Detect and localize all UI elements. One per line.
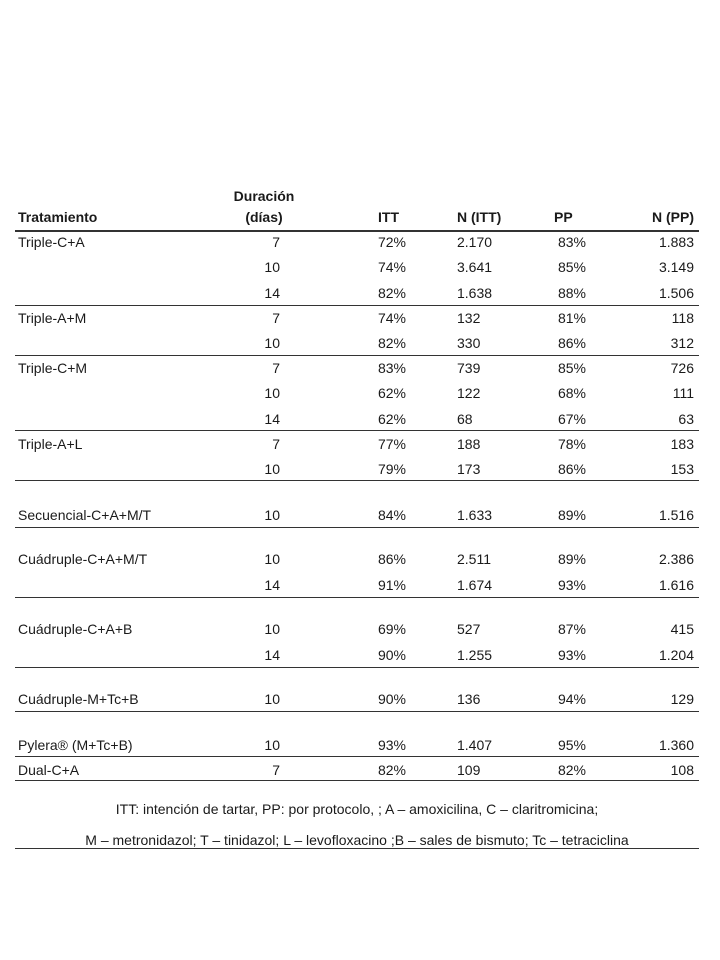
group-divider — [15, 355, 699, 356]
cell-pp: 86% — [557, 335, 586, 351]
cell-itt: 84% — [377, 507, 406, 523]
footnote-line2: M – metronidazol; T – tinidazol; L – levofloxacino ;B – sales de bismuto; Tc – tetraciclina — [85, 832, 629, 848]
cell-n-pp: 153 — [670, 461, 694, 477]
footnote-bottom-rule — [15, 848, 699, 849]
cell-duration: 10 — [264, 737, 280, 753]
cell-duration: 14 — [264, 577, 280, 593]
cell-duration: 14 — [264, 647, 280, 663]
cell-n-itt: 739 — [457, 360, 481, 376]
cell-pp: 93% — [557, 577, 586, 593]
cell-itt: 82% — [377, 335, 406, 351]
cell-duration: 7 — [272, 360, 280, 376]
cell-treatment: Secuencial-C+A+M/T — [18, 507, 152, 523]
cell-duration: 10 — [264, 335, 280, 351]
cell-duration: 7 — [272, 310, 280, 326]
cell-treatment: Triple-A+L — [18, 436, 83, 452]
group-divider — [15, 756, 699, 757]
cell-n-pp: 1.616 — [658, 577, 694, 593]
cell-itt: 74% — [377, 259, 406, 275]
cell-itt: 90% — [377, 647, 406, 663]
header-n-itt: N (ITT) — [457, 209, 502, 225]
cell-n-pp: 111 — [672, 385, 694, 401]
cell-n-pp: 2.386 — [658, 551, 694, 567]
cell-duration: 7 — [272, 234, 280, 250]
cell-duration: 7 — [272, 762, 280, 778]
cell-treatment: Triple-C+A — [18, 234, 85, 250]
cell-n-itt: 1.674 — [457, 577, 493, 593]
cell-n-pp: 415 — [670, 621, 694, 637]
cell-n-itt: 1.407 — [457, 737, 493, 753]
cell-n-pp: 3.149 — [658, 259, 694, 275]
cell-pp: 93% — [557, 647, 586, 663]
cell-pp: 85% — [557, 259, 586, 275]
cell-duration: 10 — [264, 259, 280, 275]
cell-pp: 94% — [557, 691, 586, 707]
group-divider — [15, 305, 699, 306]
group-divider — [15, 480, 699, 481]
cell-itt: 86% — [377, 551, 406, 567]
cell-treatment: Pylera® (M+Tc+B) — [18, 737, 133, 753]
header-pp: PP — [554, 209, 573, 225]
cell-itt: 90% — [377, 691, 406, 707]
header-duracion-line1: Duración — [233, 188, 295, 204]
cell-n-pp: 118 — [671, 310, 694, 326]
cell-pp: 89% — [557, 551, 586, 567]
cell-n-pp: 183 — [670, 436, 694, 452]
cell-n-pp: 1.204 — [658, 647, 694, 663]
cell-n-pp: 1.883 — [658, 234, 694, 250]
cell-n-itt: 188 — [457, 436, 481, 452]
cell-n-itt: 136 — [457, 691, 481, 707]
group-divider — [15, 711, 699, 712]
group-divider — [15, 597, 699, 598]
cell-pp: 95% — [557, 737, 586, 753]
cell-n-itt: 173 — [457, 461, 481, 477]
cell-n-itt: 109 — [457, 762, 481, 778]
cell-itt: 79% — [377, 461, 406, 477]
cell-pp: 86% — [557, 461, 586, 477]
cell-n-pp: 1.516 — [658, 507, 694, 523]
cell-pp: 81% — [557, 310, 586, 326]
cell-duration: 10 — [264, 461, 280, 477]
cell-itt: 82% — [377, 285, 406, 301]
table-bottom-rule — [15, 780, 699, 781]
cell-itt: 74% — [377, 310, 406, 326]
cell-pp: 68% — [557, 385, 586, 401]
cell-n-itt: 2.511 — [457, 551, 491, 567]
cell-n-itt: 122 — [457, 385, 481, 401]
cell-treatment: Dual-C+A — [18, 762, 80, 778]
header-itt: ITT — [378, 209, 399, 225]
group-divider — [15, 430, 699, 431]
cell-n-pp: 726 — [670, 360, 694, 376]
cell-n-pp: 1.360 — [658, 737, 694, 753]
cell-itt: 91% — [377, 577, 406, 593]
cell-duration: 10 — [264, 691, 280, 707]
cell-n-pp: 1.506 — [658, 285, 694, 301]
cell-itt: 69% — [377, 621, 406, 637]
cell-pp: 67% — [557, 411, 586, 427]
cell-n-itt: 1.633 — [457, 507, 493, 523]
cell-itt: 62% — [377, 385, 406, 401]
cell-duration: 14 — [264, 285, 280, 301]
cell-n-itt: 330 — [457, 335, 481, 351]
cell-pp: 87% — [557, 621, 586, 637]
group-divider — [15, 527, 699, 528]
cell-pp: 89% — [557, 507, 586, 523]
cell-duration: 10 — [264, 551, 280, 567]
cell-n-itt: 132 — [457, 310, 481, 326]
cell-itt: 62% — [377, 411, 406, 427]
cell-n-pp: 129 — [670, 691, 694, 707]
cell-n-pp: 63 — [678, 411, 694, 427]
cell-duration: 10 — [264, 507, 280, 523]
footnote-line1: ITT: intención de tartar, PP: por protocolo, ; A – amoxicilina, C – claritromicina; — [115, 801, 599, 817]
cell-itt: 83% — [377, 360, 406, 376]
cell-n-itt: 1.638 — [457, 285, 493, 301]
cell-treatment: Cuádruple-C+A+B — [18, 621, 133, 637]
cell-duration: 10 — [264, 385, 280, 401]
cell-treatment: Cuádruple-M+Tc+B — [18, 691, 139, 707]
cell-pp: 83% — [557, 234, 586, 250]
cell-pp: 78% — [557, 436, 586, 452]
cell-itt: 72% — [377, 234, 406, 250]
header-duracion-line2: (días) — [245, 209, 283, 225]
cell-itt: 82% — [377, 762, 406, 778]
cell-n-itt: 527 — [457, 621, 481, 637]
cell-n-itt: 3.641 — [457, 259, 493, 275]
header-rule — [15, 230, 699, 232]
cell-n-pp: 108 — [670, 762, 694, 778]
cell-itt: 93% — [377, 737, 406, 753]
cell-pp: 88% — [557, 285, 586, 301]
header-tratamiento: Tratamiento — [18, 209, 98, 225]
group-divider — [15, 667, 699, 668]
cell-n-pp: 312 — [670, 335, 694, 351]
cell-treatment: Cuádruple-C+A+M/T — [18, 551, 148, 567]
cell-n-itt: 1.255 — [457, 647, 493, 663]
cell-duration: 10 — [264, 621, 280, 637]
cell-duration: 7 — [272, 436, 280, 452]
cell-treatment: Triple-C+M — [18, 360, 88, 376]
header-n-pp: N (PP) — [652, 209, 694, 225]
cell-n-itt: 68 — [457, 411, 473, 427]
cell-duration: 14 — [264, 411, 280, 427]
cell-n-itt: 2.170 — [457, 234, 493, 250]
cell-pp: 82% — [557, 762, 586, 778]
cell-pp: 85% — [557, 360, 586, 376]
cell-itt: 77% — [377, 436, 406, 452]
cell-treatment: Triple-A+M — [18, 310, 87, 326]
